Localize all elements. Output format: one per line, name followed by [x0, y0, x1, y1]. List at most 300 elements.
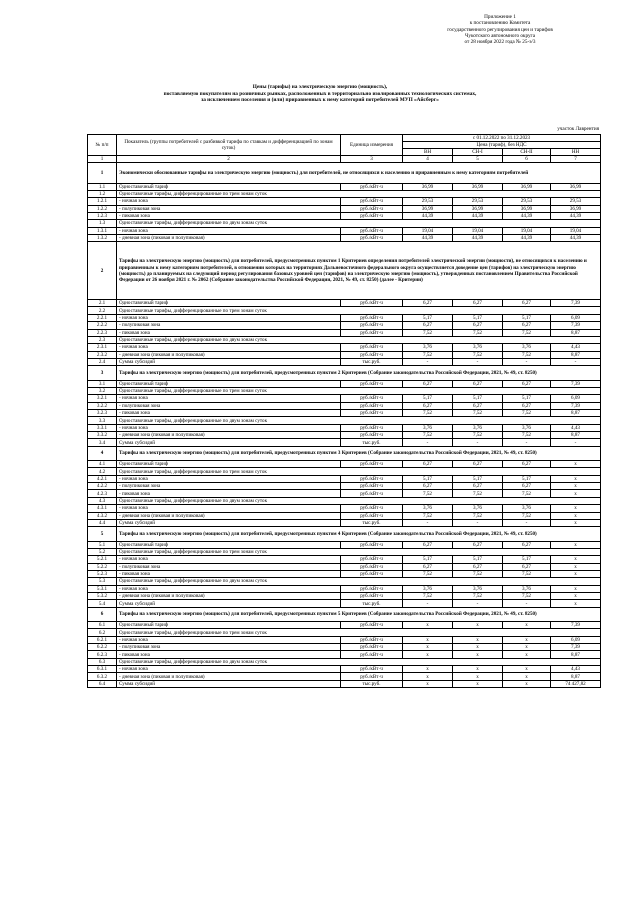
row-name: Одноставочный тариф	[117, 541, 341, 548]
row-name: - пиковая зона	[117, 329, 341, 336]
tariff-value: 6,27	[403, 402, 453, 409]
tariff-value: 19,04	[503, 227, 551, 234]
tariff-value: -	[403, 519, 453, 526]
row-name: - дневная зона (пиковая и полупиковая)	[117, 351, 341, 358]
row-unit: тыс.руб.	[341, 439, 403, 446]
row-unit: руб./кВт·ч	[341, 212, 403, 219]
tariff-value: 3,76	[403, 585, 453, 592]
tariff-value: х	[403, 680, 453, 687]
table-row	[88, 680, 601, 687]
tariff-value: х	[503, 680, 551, 687]
row-name: Одноставочные тарифы, дифференцированные по трем зонам суток	[117, 468, 601, 475]
row-unit: руб./кВт·ч	[341, 235, 403, 242]
col-number: 2	[117, 156, 341, 163]
row-unit: руб./кВт·ч	[341, 585, 403, 592]
table-row	[88, 329, 601, 336]
row-unit: тыс.руб.	[341, 519, 403, 526]
tariff-value: 36,99	[503, 205, 551, 212]
tariff-value: 6,27	[453, 563, 503, 570]
row-number: 6.4	[88, 680, 117, 687]
tariff-value: 7,39	[551, 402, 601, 409]
table-row	[88, 198, 601, 205]
row-name: - дневная зона (пиковая и полупиковая)	[117, 673, 341, 680]
row-name: Одноставочный тариф	[117, 461, 341, 468]
tariff-value: 44,39	[403, 212, 453, 219]
table-row	[88, 563, 601, 570]
tariff-value: 8,87	[551, 410, 601, 417]
tariff-value: х	[503, 673, 551, 680]
row-name: Одноставочные тарифы, дифференцированные по двум зонам суток	[117, 658, 601, 665]
header-level-sn2: СН-II	[503, 149, 551, 156]
tariff-value: 4,43	[551, 344, 601, 351]
tariff-value: 6,27	[453, 322, 503, 329]
table-row	[88, 410, 601, 417]
table-row	[88, 497, 601, 504]
row-number: 4.4	[88, 519, 117, 526]
row-name: - пиковая зона	[117, 212, 341, 219]
appendix-line: государственного регулирования цен и тарифов	[447, 26, 553, 33]
header-level-nn: НН	[551, 149, 601, 156]
row-name: Одноставочные тарифы, дифференцированные по двум зонам суток	[117, 336, 601, 343]
row-name: Одноставочные тарифы, дифференцированные по двум зонам суток	[117, 578, 601, 585]
row-number: 1.2.1	[88, 198, 117, 205]
tariff-value: 44,39	[551, 235, 601, 242]
tariff-value: 6,27	[453, 483, 503, 490]
title-line: Цены (тарифы) на электрическую энергию (мощность),	[252, 84, 388, 90]
row-name: - ночная зона	[117, 636, 341, 643]
table-body	[88, 163, 601, 688]
table-row	[88, 314, 601, 321]
tariff-value: 7,52	[503, 593, 551, 600]
row-unit: руб./кВт·ч	[341, 475, 403, 482]
row-number: 5.2.2	[88, 563, 117, 570]
row-unit: руб./кВт·ч	[341, 490, 403, 497]
tariff-value: х	[453, 636, 503, 643]
tariff-value: 44,39	[503, 235, 551, 242]
tariff-value: 3,76	[453, 585, 503, 592]
section-row	[88, 366, 601, 380]
tariff-value: 3,76	[503, 344, 551, 351]
table-row	[88, 622, 601, 629]
table-row	[88, 300, 601, 307]
row-name: - полупиковая зона	[117, 644, 341, 651]
row-name: - ночная зона	[117, 227, 341, 234]
tariff-value: 6,27	[503, 402, 551, 409]
row-unit: руб./кВт·ч	[341, 432, 403, 439]
tariff-value: 7,52	[453, 410, 503, 417]
row-unit: руб./кВт·ч	[341, 651, 403, 658]
row-unit: руб./кВт·ч	[341, 424, 403, 431]
section-title: Тарифы на электрическую энергию (мощность) для потребителей, предусмотренных пунктом 3 Критериев (Собрание законодательства Российской Федерации, 2021, № 49, ст. 8250)	[117, 446, 601, 460]
row-name: Сумма субсидий	[117, 519, 341, 526]
tariff-value: 44,39	[503, 212, 551, 219]
table-row	[88, 666, 601, 673]
row-number: 1.2	[88, 190, 117, 197]
tariff-value: 7,52	[453, 432, 503, 439]
tariff-value: 6,27	[453, 300, 503, 307]
tariff-value: -	[453, 600, 503, 607]
tariff-value: 5,17	[453, 395, 503, 402]
col-number: 1	[88, 156, 117, 163]
row-unit: руб./кВт·ч	[341, 205, 403, 212]
tariff-value: х	[551, 541, 601, 548]
table-row	[88, 461, 601, 468]
tariff-value: х	[551, 490, 601, 497]
tariff-value: 19,04	[403, 227, 453, 234]
row-name: Сумма субсидий	[117, 600, 341, 607]
tariff-value: 6,27	[503, 380, 551, 387]
row-number: 5.2	[88, 548, 117, 555]
row-unit: руб./кВт·ч	[341, 410, 403, 417]
row-name: - дневная зона (пиковая и полупиковая)	[117, 593, 341, 600]
tariff-value: х	[503, 622, 551, 629]
row-number: 3.3.2	[88, 432, 117, 439]
section-number: 4	[88, 446, 117, 460]
tariff-value: 7,52	[403, 351, 453, 358]
table-row	[88, 490, 601, 497]
table-row	[88, 578, 601, 585]
row-number: 4.2	[88, 468, 117, 475]
table-row	[88, 644, 601, 651]
table-row	[88, 307, 601, 314]
tariff-value: 6,27	[403, 461, 453, 468]
tariff-value: х	[503, 651, 551, 658]
tariff-value: х	[453, 666, 503, 673]
area-label: участок Лаврентия	[557, 126, 599, 132]
tariff-value: 3,76	[453, 505, 503, 512]
tariff-value: х	[551, 563, 601, 570]
header-price: Цена (тариф), без НДС	[403, 142, 601, 149]
title-line: за исключением поселения и (или) приравненных к нему категорий потребителей МУП «Айсберг»	[201, 97, 439, 104]
tariff-value: -	[503, 519, 551, 526]
tariff-value: 7,52	[403, 329, 453, 336]
row-name: - пиковая зона	[117, 490, 341, 497]
tariff-value: 5,17	[403, 395, 453, 402]
tariff-value: х	[551, 505, 601, 512]
row-number: 1.3	[88, 220, 117, 227]
tariff-value: 5,17	[453, 475, 503, 482]
table-row	[88, 358, 601, 365]
tariff-value: 7,52	[503, 432, 551, 439]
document-title	[40, 84, 600, 104]
table-row	[88, 227, 601, 234]
row-unit: руб./кВт·ч	[341, 322, 403, 329]
tariff-value: 36,99	[453, 183, 503, 190]
table-row	[88, 636, 601, 643]
section-row	[88, 607, 601, 621]
tariff-value: 3,76	[403, 424, 453, 431]
tariff-value: х	[551, 600, 601, 607]
section-number: 3	[88, 366, 117, 380]
row-number: 2.3	[88, 336, 117, 343]
row-number: 2.3.2	[88, 351, 117, 358]
tariff-value: 44,39	[453, 235, 503, 242]
tariff-value: 6,27	[403, 380, 453, 387]
table-row	[88, 651, 601, 658]
row-unit: руб./кВт·ч	[341, 505, 403, 512]
tariff-value: -	[403, 600, 453, 607]
tariff-value: 5,17	[403, 475, 453, 482]
section-row	[88, 163, 601, 184]
tariff-value: 29,53	[551, 198, 601, 205]
tariff-value: 29,53	[403, 198, 453, 205]
row-unit: руб./кВт·ч	[341, 380, 403, 387]
tariff-value: -	[503, 439, 551, 446]
tariff-value: 8,87	[551, 351, 601, 358]
row-number: 1.2.2	[88, 205, 117, 212]
row-name: Одноставочные тарифы, дифференцированные по двум зонам суток	[117, 497, 601, 504]
tariff-value: 6,27	[503, 322, 551, 329]
row-unit: руб./кВт·ч	[341, 673, 403, 680]
row-name: Одноставочные тарифы, дифференцированные по трем зонам суток	[117, 629, 601, 636]
table-row	[88, 402, 601, 409]
row-number: 2.2.2	[88, 322, 117, 329]
tariff-value: 5,17	[453, 314, 503, 321]
tariff-value: 7,52	[503, 410, 551, 417]
tariff-value: 6,27	[453, 541, 503, 548]
header-level-sn1: СН-I	[453, 149, 503, 156]
tariff-value: х	[503, 644, 551, 651]
tariff-value: 3,76	[403, 505, 453, 512]
tariff-value: 6,27	[453, 461, 503, 468]
row-name: - ночная зона	[117, 475, 341, 482]
tariff-value: -	[453, 358, 503, 365]
row-unit: руб./кВт·ч	[341, 461, 403, 468]
tariff-value: 6,27	[503, 563, 551, 570]
row-name: Одноставочные тарифы, дифференцированные по трем зонам суток	[117, 190, 601, 197]
row-unit: тыс.руб.	[341, 358, 403, 365]
row-name: Одноставочный тариф	[117, 622, 341, 629]
tariff-value: 6,27	[453, 402, 503, 409]
tariff-value: х	[403, 673, 453, 680]
row-unit: руб./кВт·ч	[341, 227, 403, 234]
table-row	[88, 212, 601, 219]
tariff-value: 3,76	[403, 344, 453, 351]
tariff-value: 6,27	[403, 300, 453, 307]
tariff-value: 7,52	[503, 351, 551, 358]
appendix-line: к постановлению Комитета	[469, 20, 531, 27]
appendix-line: от 28 ноября 2022 года № 25-э/3	[464, 39, 536, 46]
tariff-value: 36,99	[551, 205, 601, 212]
tariff-value: х	[503, 666, 551, 673]
row-name: Сумма субсидий	[117, 439, 341, 446]
tariff-value: 6,09	[551, 395, 601, 402]
row-number: 2.2.3	[88, 329, 117, 336]
row-unit: руб./кВт·ч	[341, 183, 403, 190]
row-number: 4.2.3	[88, 490, 117, 497]
row-unit: руб./кВт·ч	[341, 570, 403, 577]
tariff-value: х	[551, 461, 601, 468]
tariff-value: 6,27	[503, 483, 551, 490]
row-name: - полупиковая зона	[117, 322, 341, 329]
tariff-value: 6,27	[403, 483, 453, 490]
tariff-value: 36,99	[403, 205, 453, 212]
tariff-value: х	[503, 636, 551, 643]
table-row	[88, 629, 601, 636]
table-row	[88, 570, 601, 577]
row-name: Одноставочные тарифы, дифференцированные по трем зонам суток	[117, 548, 601, 555]
row-unit: руб./кВт·ч	[341, 344, 403, 351]
row-number: 2.2	[88, 307, 117, 314]
row-name: Одноставочный тариф	[117, 380, 341, 387]
col-number: 6	[503, 156, 551, 163]
tariff-value: 7,52	[503, 512, 551, 519]
tariff-value: 5,17	[403, 314, 453, 321]
table-row	[88, 205, 601, 212]
section-number: 5	[88, 527, 117, 541]
row-number: 2.3.1	[88, 344, 117, 351]
tariff-value: 7,39	[551, 622, 601, 629]
row-name: - пиковая зона	[117, 570, 341, 577]
table-row	[88, 387, 601, 394]
row-number: 2.4	[88, 358, 117, 365]
row-number: 6.1	[88, 622, 117, 629]
appendix-block	[400, 14, 600, 45]
tariff-value: 8,87	[551, 329, 601, 336]
row-number: 3.2.3	[88, 410, 117, 417]
tariff-value: 6,27	[453, 380, 503, 387]
row-name: - ночная зона	[117, 344, 341, 351]
row-unit: тыс.руб.	[341, 680, 403, 687]
tariff-value: 7,52	[453, 512, 503, 519]
tariff-table	[87, 134, 601, 688]
tariff-value: 7,39	[551, 644, 601, 651]
row-name: - ночная зона	[117, 395, 341, 402]
row-number: 1.2.3	[88, 212, 117, 219]
tariff-value: 36,99	[503, 183, 551, 190]
tariff-value: 44,39	[551, 212, 601, 219]
tariff-value: 7,52	[403, 512, 453, 519]
tariff-value: х	[453, 622, 503, 629]
row-number: 3.4	[88, 439, 117, 446]
tariff-value: 7,52	[503, 570, 551, 577]
row-number: 2.1	[88, 300, 117, 307]
tariff-value: 7,52	[403, 410, 453, 417]
row-unit: руб./кВт·ч	[341, 644, 403, 651]
header-level-vn: ВН	[403, 149, 453, 156]
section-title: Тарифы на электрическую энергию (мощность) для потребителей, предусмотренных пунктом 5 Критериев (Собрание законодательства Российской Федерации, 2021, № 49, ст. 8250)	[117, 607, 601, 621]
section-number: 6	[88, 607, 117, 621]
row-unit: руб./кВт·ч	[341, 556, 403, 563]
table-row	[88, 395, 601, 402]
row-number: 4.2.2	[88, 483, 117, 490]
row-unit: руб./кВт·ч	[341, 198, 403, 205]
row-number: 5.3.1	[88, 585, 117, 592]
tariff-value: 6,27	[403, 322, 453, 329]
row-name: Одноставочные тарифы, дифференцированные по двум зонам суток	[117, 417, 601, 424]
row-number: 5.4	[88, 600, 117, 607]
row-unit: руб./кВт·ч	[341, 314, 403, 321]
header-unit: Единица измерения	[341, 135, 403, 156]
row-number: 5.3.2	[88, 593, 117, 600]
tariff-value: х	[403, 622, 453, 629]
tariff-value: 7,52	[403, 593, 453, 600]
section-row	[88, 446, 601, 460]
row-number: 5.1	[88, 541, 117, 548]
row-number: 1.3.1	[88, 227, 117, 234]
row-unit: руб./кВт·ч	[341, 329, 403, 336]
row-number: 1.3.2	[88, 235, 117, 242]
table-row	[88, 351, 601, 358]
tariff-value: 4,43	[551, 666, 601, 673]
section-row	[88, 242, 601, 300]
tariff-value: 44,39	[403, 235, 453, 242]
row-name: Одноставочный тариф	[117, 300, 341, 307]
section-title: Тарифы на электрическую энергию (мощность) для потребителей, предусмотренных пунктом 2 Критериев (Собрание законодательства Российской Федерации, 2021, № 49, ст. 8250)	[117, 366, 601, 380]
row-name: - ночная зона	[117, 424, 341, 431]
tariff-value: х	[551, 593, 601, 600]
row-unit: руб./кВт·ч	[341, 622, 403, 629]
tariff-value: 29,53	[503, 198, 551, 205]
tariff-value: х	[403, 636, 453, 643]
table-row	[88, 593, 601, 600]
row-name: - ночная зона	[117, 314, 341, 321]
tariff-value: 7,52	[453, 351, 503, 358]
row-number: 6.2.2	[88, 644, 117, 651]
table-row	[88, 519, 601, 526]
tariff-value: 19,04	[551, 227, 601, 234]
row-number: 4.3.2	[88, 512, 117, 519]
row-number: 6.2.1	[88, 636, 117, 643]
row-name: - ночная зона	[117, 198, 341, 205]
tariff-value: 8,87	[551, 651, 601, 658]
row-unit: руб./кВт·ч	[341, 666, 403, 673]
tariff-value: х	[551, 512, 601, 519]
col-number: 7	[551, 156, 601, 163]
header-period: с 01.12.2022 по 31.12.2023	[403, 135, 601, 142]
tariff-value: х	[551, 556, 601, 563]
row-number: 5.3	[88, 578, 117, 585]
tariff-value: 36,99	[403, 183, 453, 190]
table-row	[88, 190, 601, 197]
tariff-value: х	[453, 680, 503, 687]
appendix-line: Приложение 1	[484, 14, 516, 20]
tariff-value: -	[453, 439, 503, 446]
row-name: - дневная зона (пиковая и полупиковая)	[117, 432, 341, 439]
table-row	[88, 600, 601, 607]
row-name: Одноставочные тарифы, дифференцированные по двум зонам суток	[117, 220, 601, 227]
tariff-value: 8,87	[551, 432, 601, 439]
table-row	[88, 505, 601, 512]
tariff-value: х	[551, 585, 601, 592]
tariff-value: -	[503, 600, 551, 607]
tariff-value: -	[403, 439, 453, 446]
row-unit: руб./кВт·ч	[341, 636, 403, 643]
section-row	[88, 527, 601, 541]
tariff-value: х	[551, 475, 601, 482]
row-number: 6.3.1	[88, 666, 117, 673]
tariff-value: 3,76	[503, 585, 551, 592]
tariff-value: 5,17	[403, 556, 453, 563]
table-row	[88, 336, 601, 343]
tariff-value: 36,99	[453, 205, 503, 212]
row-number: 3.1	[88, 380, 117, 387]
row-number: 6.2	[88, 629, 117, 636]
table-row	[88, 468, 601, 475]
tariff-value: х	[453, 644, 503, 651]
tariff-value: 3,76	[453, 424, 503, 431]
tariff-value: -	[551, 358, 601, 365]
tariff-value: -	[551, 439, 601, 446]
row-name: Одноставочные тарифы, дифференцированные по трем зонам суток	[117, 387, 601, 394]
row-name: - полупиковая зона	[117, 205, 341, 212]
row-number: 2.2.1	[88, 314, 117, 321]
col-number: 3	[341, 156, 403, 163]
row-name: - дневная зона (пиковая и полупиковая)	[117, 235, 341, 242]
row-number: 6.2.3	[88, 651, 117, 658]
row-unit: руб./кВт·ч	[341, 541, 403, 548]
row-number: 6.3.2	[88, 673, 117, 680]
